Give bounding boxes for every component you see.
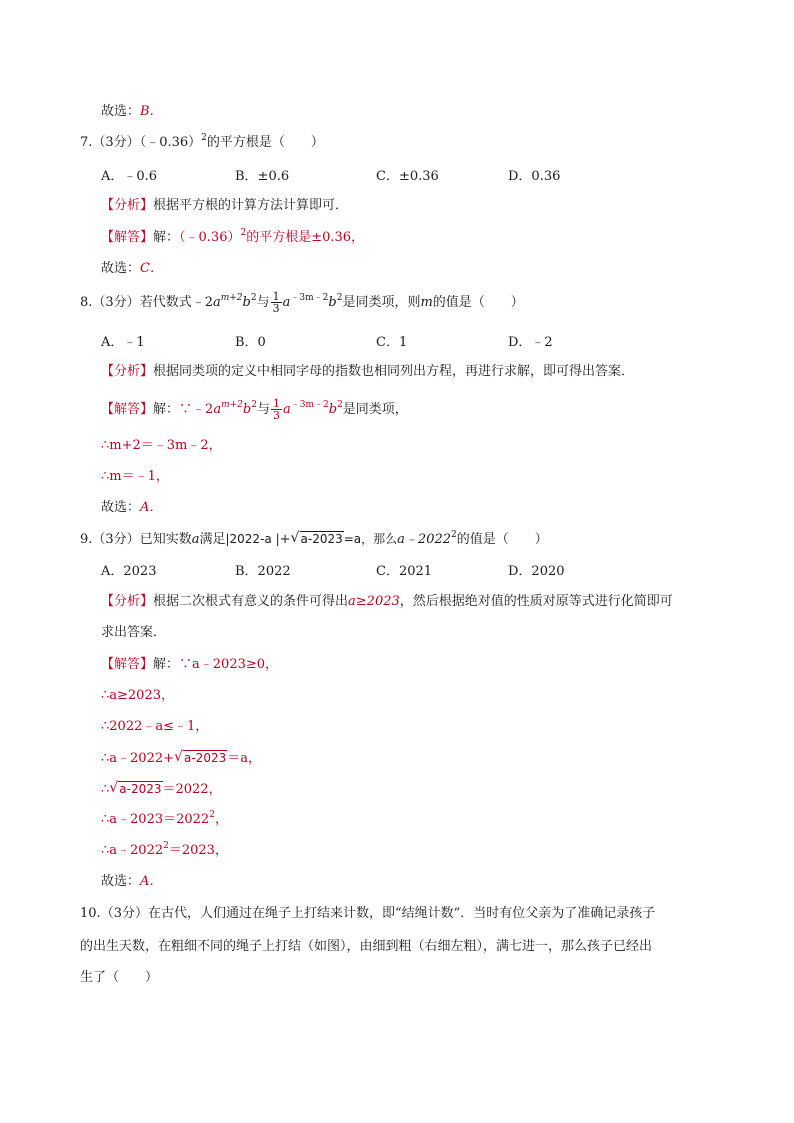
choose-label: 故选：: [101, 500, 141, 515]
q9-sol-1: ∵a﹣2023≥0，: [179, 657, 279, 672]
q8-solution: [101, 397, 408, 422]
q9-stem-d: 的值是（ ）: [456, 532, 548, 547]
q8-sol-exp-b: 2: [251, 400, 257, 410]
solution-label: 【解答】: [101, 657, 154, 672]
fraction-one-third: [271, 398, 282, 421]
q10-stem-line1: [80, 904, 655, 924]
q8-with: 与: [256, 295, 270, 310]
q8-stem-a: 若代数式﹣2: [139, 295, 213, 310]
q9-step6-exp: 2: [163, 841, 169, 851]
q9-step-5: [101, 810, 228, 830]
q7-analysis-text: 根据平方根的计算方法计算即可．: [153, 198, 349, 213]
q9-analysis-cond: a≥2023: [348, 594, 400, 609]
q9-step4-b: ＝2022，: [162, 782, 222, 797]
q9-eq: =a，那么: [343, 532, 398, 546]
q9-stem-b: 满足: [199, 532, 226, 547]
q8-sol-var-d: b: [328, 402, 338, 417]
q8-exp-d: 2: [336, 293, 343, 303]
q9-analysis: [101, 592, 673, 612]
q7-points: （3分）: [92, 135, 140, 150]
q9-choice: [101, 872, 162, 892]
q9-step6-a: ∴a﹣2022: [101, 843, 164, 858]
q9-abs: |2022-a |: [225, 532, 280, 546]
q7-solution: [101, 228, 364, 248]
q8-exp-a: m+2: [220, 293, 243, 303]
q9-step6-b: ＝2023，: [168, 843, 228, 858]
q8-tail: 是同类项，则: [342, 295, 421, 310]
q7-option-b: B．±0.6: [235, 169, 290, 184]
q10-line1: 在古代，人们通过在绳子上打结来计数，即“结绳计数”．当时有位父亲为了准确记录孩子: [147, 906, 656, 921]
q7-solution-a: （﹣0.36）: [179, 230, 241, 245]
q9-analysis-b: ，然后根据绝对值的性质对原等式进行化简即可: [399, 594, 673, 609]
solution-lead: 解：: [153, 657, 180, 672]
q8-because: ∵﹣2: [179, 402, 214, 417]
q8-number: 8.: [80, 295, 93, 310]
q9-step3-a: ∴a﹣2022+: [101, 751, 174, 766]
q8-sol-exp-d: 2: [337, 400, 343, 410]
analysis-label: 【分析】: [101, 364, 154, 379]
q9-step-2: ∴2022﹣a≤﹣1，: [101, 719, 209, 734]
choose-label: 故选：: [101, 261, 141, 276]
q9-step5-exp: 2: [209, 810, 215, 820]
frac-den: 3: [272, 302, 280, 315]
sqrt-expression: √ a-2023: [290, 530, 343, 546]
q7-solution-exp: 2: [240, 228, 247, 238]
q7-option-c: C．±0.36: [376, 169, 439, 184]
analysis-label: 【分析】: [101, 198, 154, 213]
q10-stem-line3: 生了（ ）: [80, 970, 159, 985]
q9-step5-b: ，: [214, 812, 228, 827]
q7-stem: [80, 133, 324, 153]
q7-option-d: D．0.36: [508, 169, 561, 184]
q9-option-b: B．2022: [235, 564, 291, 579]
q8-var-a: a: [212, 295, 221, 310]
q9-step-3: [101, 748, 261, 768]
q8-sol-var-b: b: [242, 402, 252, 417]
q8-option-d: D．﹣2: [508, 335, 553, 350]
q9-solution: [101, 655, 278, 675]
q8-option-c: C．1: [376, 335, 408, 350]
q8-step-2: ∴m＝﹣1，: [101, 469, 169, 484]
q7-stem-exp: 2: [201, 133, 207, 143]
q9-stem: [80, 529, 548, 549]
q7-number: 7.: [80, 135, 93, 150]
q8-exp-b: 2: [250, 293, 257, 303]
q9-step-6: [101, 841, 228, 861]
q9-points: （3分）: [92, 532, 140, 547]
prev-conclusion: [101, 102, 154, 122]
q9-step-1: ∴a≥2023，: [101, 688, 174, 703]
solution-lead: 解：: [153, 402, 180, 417]
q7-stem-b: 的平方根是（ ）: [206, 135, 324, 150]
choose-label: 故选：: [101, 874, 141, 889]
q7-solution-b: 的平方根是±0.36，: [246, 230, 365, 245]
q8-var-b: b: [242, 295, 251, 310]
q8-answer: A．: [140, 500, 163, 515]
q8-stem: [80, 290, 524, 315]
q8-sol-exp-a: m+2: [221, 400, 243, 410]
q9-option-a: A．2023: [101, 564, 157, 579]
q8-sol-var-c: a: [282, 402, 291, 417]
q7-stem-a: （﹣0.36）: [139, 135, 202, 150]
q8-points: （3分）: [92, 295, 140, 310]
q9-step-4: [101, 779, 222, 799]
q8-step-1: ∴m+2＝﹣3m﹣2，: [101, 438, 222, 453]
frac-num: 1: [272, 290, 280, 303]
q9-analysis-a: 根据二次根式有意义的条件可得出: [153, 594, 349, 609]
q8-analysis-text: 根据同类项的定义中相同字母的指数也相同列出方程，再进行求解，即可得出答案．: [153, 364, 635, 379]
analysis-label: 【分析】: [101, 594, 154, 609]
q10-number: 10.: [80, 906, 101, 921]
q9-option-c: C．2021: [376, 564, 433, 579]
q8-exp-c: ﹣3m﹣2: [290, 293, 329, 303]
q8-var-c: a: [282, 295, 291, 310]
q9-number: 9.: [80, 532, 93, 547]
q8-sol-var-a: a: [213, 402, 222, 417]
choose-label: 故选：: [101, 104, 141, 119]
q8-end: 的值是（ ）: [432, 295, 524, 310]
q9-step5-a: ∴a﹣2023＝2022: [101, 812, 210, 827]
q8-option-b: B．0: [235, 335, 266, 350]
q9-stem-c: a﹣2022: [397, 532, 452, 547]
q9-answer: A．: [140, 874, 163, 889]
q9-var-a: a: [191, 532, 200, 547]
q8-choice: [101, 498, 162, 518]
q9-step4-a: ∴: [101, 782, 110, 797]
solution-label: 【解答】: [101, 402, 154, 417]
q7-analysis: [101, 196, 348, 216]
fraction-one-third: [271, 291, 282, 314]
q7-option-a: A．﹣0.6: [101, 169, 158, 184]
q10-stem-line2: 的出生天数，在粗细不同的绳子上打结（如图），由细到粗（右细左粗），满七进一，那么孩子已经出: [80, 939, 653, 954]
solution-lead: 解：: [153, 230, 180, 245]
q10-points: （3分）: [100, 906, 148, 921]
sqrt-expression: √ a-2023: [109, 780, 162, 796]
solution-label: 【解答】: [101, 230, 154, 245]
q9-stem-c-exp: 2: [451, 530, 457, 540]
q7-answer: C．: [140, 261, 163, 276]
radicand: a-2023: [119, 782, 162, 796]
sqrt-expression: √ a-2023: [174, 749, 227, 765]
q8-sol-with: 与: [256, 402, 270, 417]
q8-var-d: b: [328, 295, 337, 310]
frac-den: 3: [272, 409, 280, 422]
q8-option-a: A．﹣1: [101, 335, 145, 350]
q8-sol-tail: 是同类项，: [342, 402, 408, 417]
q9-plus: +: [279, 532, 291, 547]
q9-analysis-line2: 求出答案．: [101, 625, 167, 640]
q9-step3-b: ＝a，: [227, 751, 261, 766]
q7-choice: [101, 259, 163, 279]
radicand: a-2023: [300, 532, 343, 546]
q9-stem-a: 已知实数: [139, 532, 192, 547]
radicand: a-2023: [184, 751, 227, 765]
q8-var-m: m: [420, 295, 433, 310]
q8-analysis: [101, 362, 634, 382]
q8-sol-exp-c: ﹣3m﹣2: [290, 400, 329, 410]
prev-answer: B.: [140, 104, 154, 119]
q9-option-d: D．2020: [508, 564, 565, 579]
frac-num: 1: [272, 397, 280, 410]
